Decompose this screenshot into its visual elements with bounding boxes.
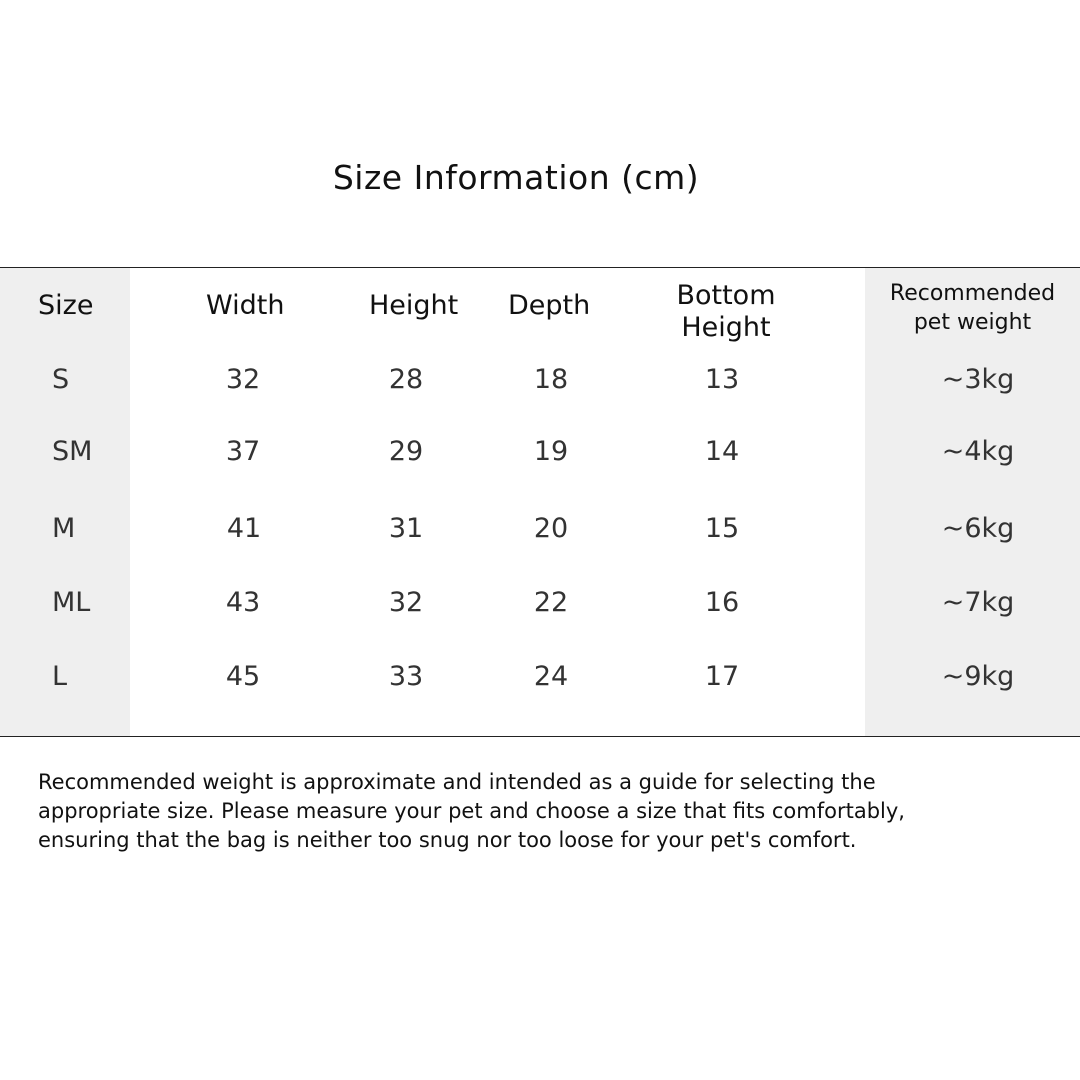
cell-size-m: M <box>52 513 76 544</box>
cell-depth-sm: 19 <box>533 436 569 467</box>
cell-height-l: 33 <box>388 661 424 692</box>
note-line-3: ensuring that the bag is neither too snug nor too loose for your pet's comfort. <box>38 828 857 852</box>
note-line-2: appropriate size. Please measure your pet and choose a size that fits comfortably, <box>38 799 905 823</box>
cell-bottom-height-sm: 14 <box>704 436 740 467</box>
size-note <box>38 768 1048 855</box>
cell-bottom-height-m: 15 <box>704 513 740 544</box>
cell-width-m: 41 <box>226 513 262 544</box>
header-height: Height <box>369 290 459 321</box>
cell-width-ml: 43 <box>225 587 261 618</box>
cell-depth-s: 18 <box>533 364 569 395</box>
size-table <box>0 267 1080 737</box>
cell-depth-ml: 22 <box>533 587 569 618</box>
cell-height-m: 31 <box>388 513 424 544</box>
cell-depth-l: 24 <box>533 661 569 692</box>
page-title: Size Information (cm) <box>332 158 700 197</box>
cell-weight-m: ~6kg <box>941 513 1015 544</box>
cell-size-s: S <box>52 364 70 395</box>
header-size: Size <box>38 290 94 321</box>
header-weight-line2: pet weight <box>913 309 1032 335</box>
cell-height-ml: 32 <box>388 587 424 618</box>
cell-size-sm: SM <box>52 436 93 467</box>
note-line-1: Recommended weight is approximate and intended as a guide for selecting the <box>38 770 876 794</box>
cell-weight-sm: ~4kg <box>941 436 1015 467</box>
cell-width-l: 45 <box>225 661 261 692</box>
header-width: Width <box>206 290 285 321</box>
cell-size-ml: ML <box>52 587 91 618</box>
cell-height-sm: 29 <box>388 436 424 467</box>
cell-weight-s: ~3kg <box>941 364 1015 395</box>
cell-size-l: L <box>52 661 68 692</box>
header-depth: Depth <box>508 290 591 321</box>
cell-bottom-height-l: 17 <box>704 661 740 692</box>
cell-depth-m: 20 <box>533 513 569 544</box>
cell-height-s: 28 <box>388 364 424 395</box>
header-bottom-height-line2: Height <box>681 312 771 344</box>
cell-weight-l: ~9kg <box>941 661 1015 692</box>
cell-bottom-height-s: 13 <box>704 364 740 395</box>
cell-width-sm: 37 <box>225 436 261 467</box>
header-weight-line1: Recommended <box>889 281 1056 306</box>
cell-width-s: 32 <box>225 364 261 395</box>
header-recommended-weight <box>870 280 1075 337</box>
header-bottom-height-line1: Bottom <box>676 280 776 311</box>
header-bottom-height <box>665 280 787 345</box>
cell-weight-ml: ~7kg <box>941 587 1015 618</box>
cell-bottom-height-ml: 16 <box>704 587 740 618</box>
